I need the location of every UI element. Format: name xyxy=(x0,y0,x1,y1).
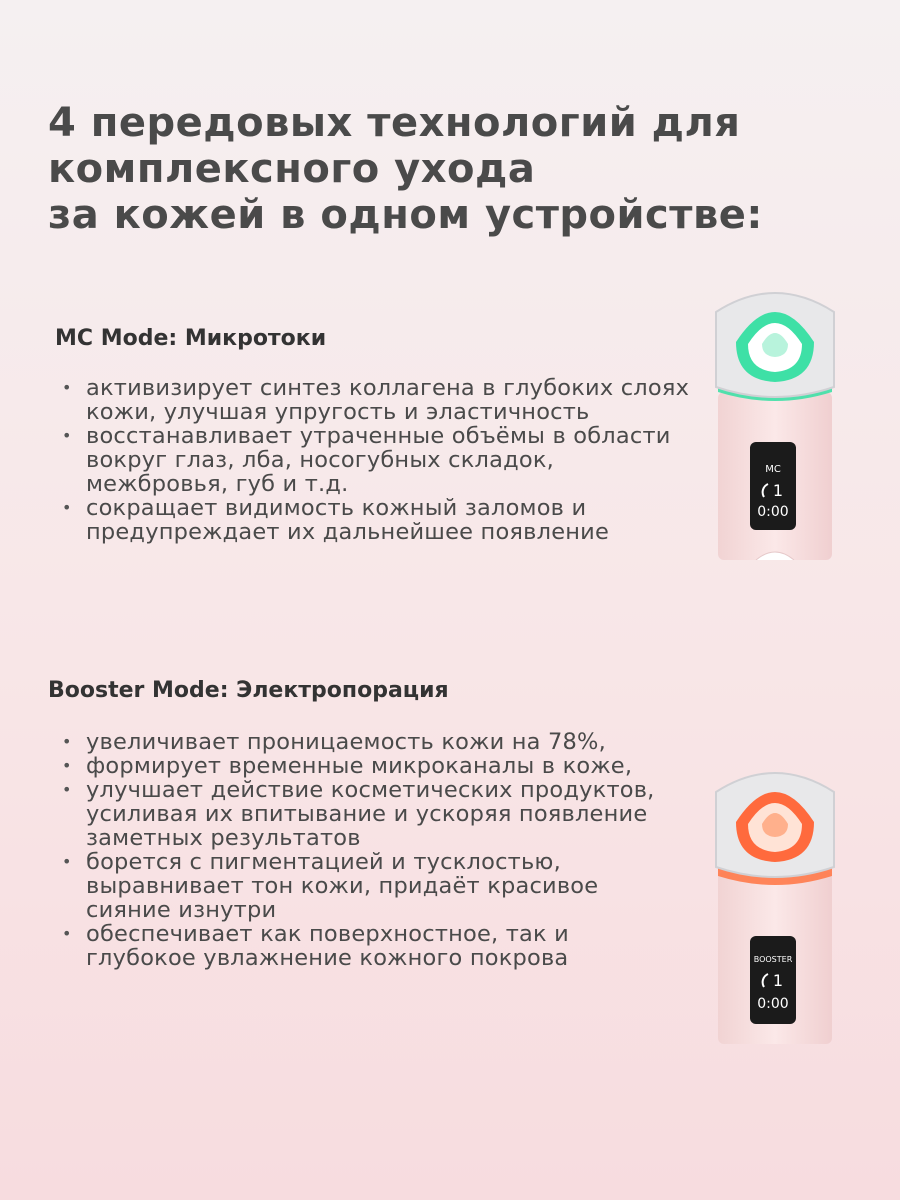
title-line-2: комплексного ухода xyxy=(48,146,536,192)
list-item: • формирует временные микроканалы в коже, xyxy=(62,753,633,779)
title-line-3: за кожей в одном устройстве: xyxy=(48,192,763,238)
screen-timer: 0:00 xyxy=(757,996,789,1012)
list-item: • активизирует синтез коллагена в глубоких слоях кожи, улучшая упругость и эластичность xyxy=(62,375,690,425)
list-item: • увеличивает проницаемость кожи на 78%, xyxy=(62,729,606,755)
list-item: • обеспечивает как поверхностное, так и глубокое увлажнение кожного покрова xyxy=(62,921,570,971)
bullet-icon: • xyxy=(62,498,72,517)
screen-mode: MC xyxy=(765,464,781,475)
bullet-icon: • xyxy=(62,378,72,397)
page-title xyxy=(48,100,868,238)
title-line-1: 4 передовых технологий для xyxy=(48,100,741,146)
bullet-icon: • xyxy=(62,732,72,751)
bullet-icon: • xyxy=(62,780,72,799)
bullet-icon: • xyxy=(62,756,72,775)
booster-mode-heading: Booster Mode: Электропорация xyxy=(48,678,449,703)
bullet-icon: • xyxy=(62,852,72,871)
mc-device-image xyxy=(706,282,846,560)
booster-benefits-list xyxy=(56,730,676,970)
screen-timer: 0:00 xyxy=(757,504,789,520)
mc-benefits-list xyxy=(56,376,696,544)
booster-device-image xyxy=(706,762,846,1044)
screen-mode: BOOSTER xyxy=(753,955,793,964)
bullet-icon: • xyxy=(62,924,72,943)
bullet-icon: • xyxy=(62,426,72,445)
list-item: • борется с пигментацией и тусклостью, выравнивает тон кожи, придаёт красивое сияние изнутри xyxy=(62,849,599,923)
list-item: • восстанавливает утраченные объёмы в области вокруг глаз, лба, носогубных складок, межбровья, губ и т.д. xyxy=(62,423,671,497)
screen-level: 1 xyxy=(772,481,784,500)
mc-mode-heading: MC Mode: Микротоки xyxy=(55,326,327,351)
list-item: • улучшает действие косметических продуктов, усиливая их впитывание и ускоряя появление заметных результатов xyxy=(62,777,655,851)
screen-level: 1 xyxy=(772,971,784,990)
list-item: • сокращает видимость кожный заломов и предупреждает их дальнейшее появление xyxy=(62,495,610,545)
